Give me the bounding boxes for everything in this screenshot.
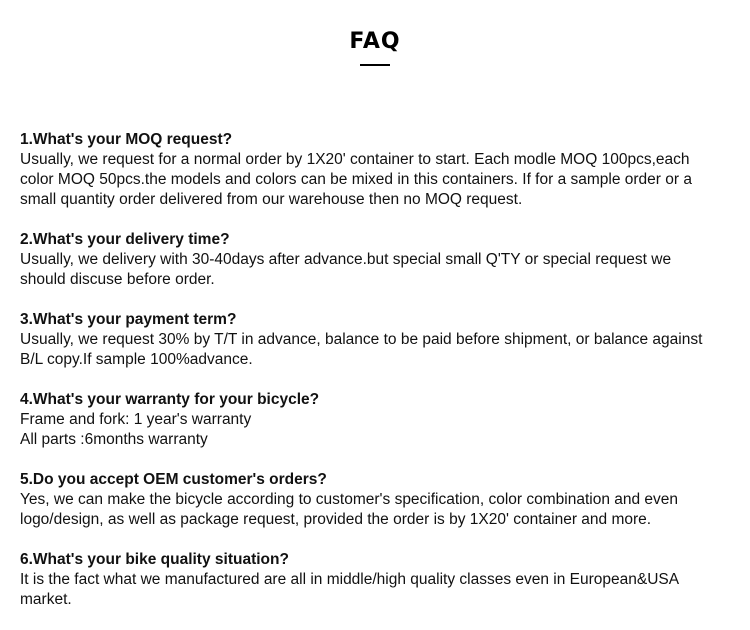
faq-item-oem (20, 470, 732, 530)
faq-answer-line: Frame and fork: 1 year's warranty (20, 411, 252, 428)
faq-item-warranty (20, 390, 732, 450)
faq-answer-line: logo/design, as well as package request, provided the order is by 1X20' container and more. (20, 511, 652, 528)
faq-item-payment (20, 310, 732, 370)
faq-answer-line: Usually, we delivery with 30-40days after advance.but special small Q'TY or special request we (20, 251, 672, 268)
faq-answer-line: All parts :6months warranty (20, 431, 208, 448)
page-header (0, 28, 750, 66)
faq-answer-line: small quantity order delivered from our warehouse then no MOQ request. (20, 191, 523, 208)
faq-answer-line: should discuse before order. (20, 271, 215, 288)
faq-answer-line: color MOQ 50pcs.the models and colors can be mixed in this containers. If for a sample order or a (20, 171, 692, 188)
faq-question: 6.What's your bike quality situation? (20, 551, 289, 568)
faq-question: 3.What's your payment term? (20, 311, 237, 328)
faq-answer-line: Usually, we request 30% by T/T in advance, balance to be paid before shipment, or balance against (20, 331, 703, 348)
faq-list (20, 130, 732, 630)
faq-item-moq (20, 130, 732, 210)
faq-answer-line: It is the fact what we manufactured are all in middle/high quality classes even in European&USA (20, 571, 680, 588)
title-underline (360, 64, 390, 66)
page-title: FAQ (349, 29, 401, 54)
faq-item-delivery (20, 230, 732, 290)
faq-item-quality (20, 550, 732, 610)
faq-answer-line: Usually, we request for a normal order by 1X20' container to start. Each modle MOQ 100pcs,each (20, 151, 690, 168)
faq-question: 5.Do you accept OEM customer's orders? (20, 471, 327, 488)
faq-question: 4.What's your warranty for your bicycle? (20, 391, 320, 408)
faq-answer-line: market. (20, 591, 72, 608)
faq-question: 2.What's your delivery time? (20, 231, 230, 248)
faq-answer-line: Yes, we can make the bicycle according to customer's specification, color combination and even (20, 491, 679, 508)
faq-answer-line: B/L copy.If sample 100%advance. (20, 351, 253, 368)
faq-question: 1.What's your MOQ request? (20, 131, 233, 148)
